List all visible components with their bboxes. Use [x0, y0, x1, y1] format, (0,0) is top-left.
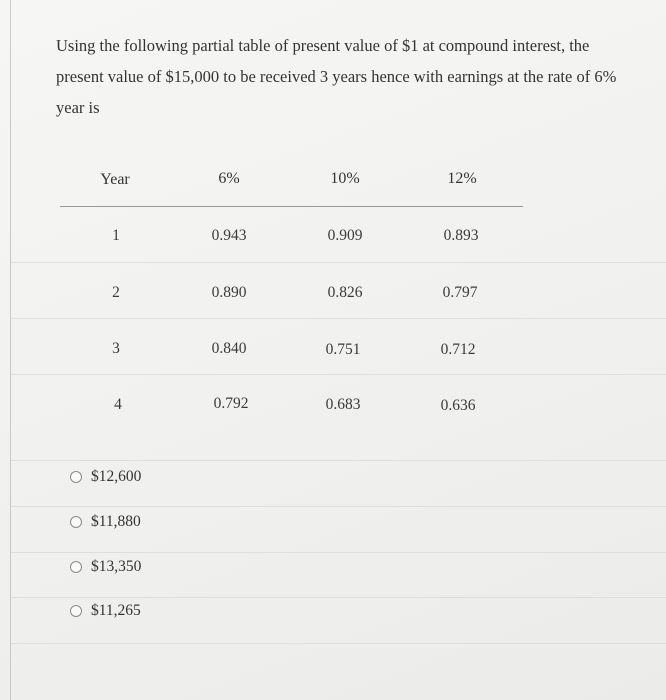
option-divider	[11, 552, 666, 553]
table-header-year: Year	[100, 171, 130, 188]
table-header-12pct: 12%	[447, 170, 477, 187]
answer-option-3[interactable]	[70, 557, 141, 577]
table-header-6pct: 6%	[218, 170, 240, 187]
option-divider	[11, 597, 666, 598]
answer-option-2[interactable]	[70, 512, 141, 532]
option-divider	[11, 506, 666, 507]
table-header-10pct: 10%	[330, 170, 360, 187]
table-cell: 0.712	[440, 341, 476, 358]
question-line-1: Using the following partial table of present value of $1 at compound interest, the	[56, 36, 590, 55]
answer-option-label: $12,600	[91, 468, 142, 485]
answer-option-label: $11,880	[91, 513, 141, 530]
table-cell: 0.890	[211, 284, 247, 301]
answer-option-label: $13,350	[91, 558, 142, 575]
radio-button[interactable]	[70, 471, 82, 483]
radio-button[interactable]	[70, 605, 82, 617]
table-cell: 0.826	[327, 284, 363, 301]
table-cell-year: 2	[112, 284, 120, 301]
table-cell: 0.751	[325, 341, 361, 358]
table-cell: 0.636	[440, 397, 476, 414]
answer-option-4[interactable]	[70, 601, 141, 621]
table-cell: 0.840	[211, 340, 247, 357]
table-cell: 0.943	[211, 227, 247, 244]
answer-option-1[interactable]	[70, 467, 141, 487]
table-cell: 0.893	[443, 227, 479, 244]
question-text	[56, 30, 666, 123]
radio-button[interactable]	[70, 516, 82, 528]
table-cell: 0.683	[325, 396, 361, 413]
answer-option-label: $11,265	[91, 602, 141, 619]
table-cell-year: 3	[112, 340, 120, 357]
table-cell: 0.792	[213, 395, 249, 412]
question-line-2: present value of $15,000 to be received 3 years hence with earnings at the rate of 6%	[56, 67, 617, 86]
option-divider	[11, 643, 666, 644]
content-left-border	[10, 0, 11, 700]
row-divider	[11, 374, 666, 375]
table-cell-year: 1	[112, 227, 120, 244]
question-line-3: year is	[56, 98, 100, 117]
table-cell-year: 4	[114, 396, 122, 413]
option-divider	[11, 460, 666, 461]
table-header-rule	[60, 206, 523, 207]
table-cell: 0.797	[442, 284, 478, 301]
row-divider	[11, 262, 666, 263]
table-cell: 0.909	[327, 227, 363, 244]
radio-button[interactable]	[70, 561, 82, 573]
row-divider	[11, 318, 666, 319]
